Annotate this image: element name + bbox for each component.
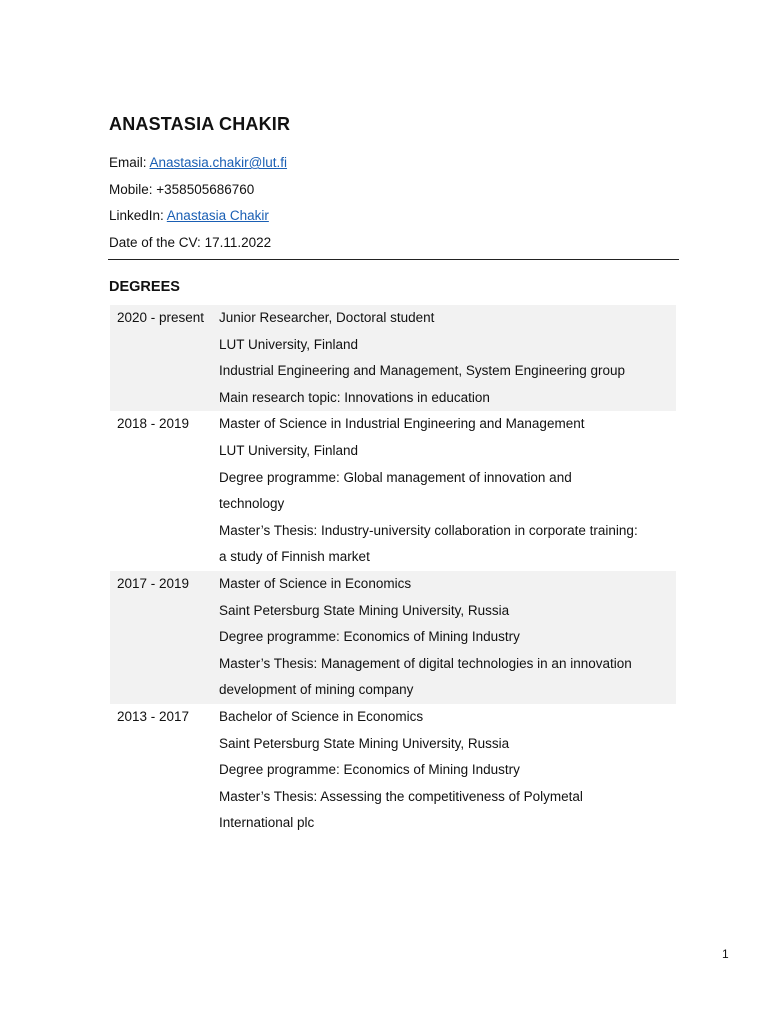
degree-line: Degree programme: Economics of Mining Industry [219,629,520,645]
email-row [109,150,287,177]
degree-line: LUT University, Finland [219,336,359,352]
cv-name: ANASTASIA CHAKIR [109,114,291,134]
degree-details [219,411,676,571]
degree-line: development of mining company [219,682,414,698]
email-label: Email: [109,155,150,170]
degree-line: Bachelor of Science in Economics [219,708,424,724]
contact-info [109,150,287,257]
degree-line: technology [219,496,285,512]
divider-line [108,259,679,260]
degree-years: 2018 - 2019 [117,416,190,432]
degree-line: LUT University, Finland [219,442,359,458]
degree-years: 2017 - 2019 [117,575,190,591]
degree-details [219,704,676,837]
degree-line: a study of Finnish market [219,549,370,565]
degrees-table [110,305,676,837]
degree-line: Saint Petersburg State Mining University, Russia [219,735,510,751]
cv-date-label: Date of the CV: [109,235,205,251]
degree-line: Industrial Engineering and Management, System Engineering group [219,363,626,379]
mobile-label: Mobile: [109,181,157,197]
cv-date-value: 17.11.2022 [204,235,272,251]
linkedin-link[interactable]: Anastasia Chakir [166,208,269,224]
email-link[interactable]: Anastasia.chakir@lut.fi [149,155,288,170]
degree-entry [110,411,676,571]
degree-details [219,571,676,704]
degree-entry [110,704,676,837]
degree-entry [110,305,676,411]
degree-years: 2013 - 2017 [117,708,190,724]
degree-line: Master’s Thesis: Assessing the competitiveness of Polymetal [219,788,583,804]
page-number: 1 [722,947,729,961]
degree-line: Degree programme: Economics of Mining Industry [219,762,520,778]
degree-line: Degree programme: Global management of innovation and [219,469,572,485]
degree-line: Saint Petersburg State Mining University, Russia [219,602,510,618]
degree-line: Main research topic: Innovations in education [219,389,490,405]
degrees-heading: DEGREES [109,279,180,295]
mobile-row [109,177,287,204]
degree-line: Master’s Thesis: Management of digital technologies in an innovation [219,655,632,671]
degree-line: International plc [219,815,315,831]
degree-years: 2020 - present [117,310,205,325]
degree-line: Master of Science in Economics [219,575,412,591]
cv-date-row [109,230,287,257]
degree-line: Master’s Thesis: Industry-university collaboration in corporate training: [219,522,638,538]
degree-line: Master of Science in Industrial Engineering and Management [219,416,585,432]
linkedin-label: LinkedIn: [109,208,167,224]
degree-details [219,305,676,411]
degree-line: Junior Researcher, Doctoral student [219,310,435,325]
linkedin-row [109,203,287,230]
mobile-value: +358505686760 [156,181,255,197]
degree-entry [110,571,676,704]
